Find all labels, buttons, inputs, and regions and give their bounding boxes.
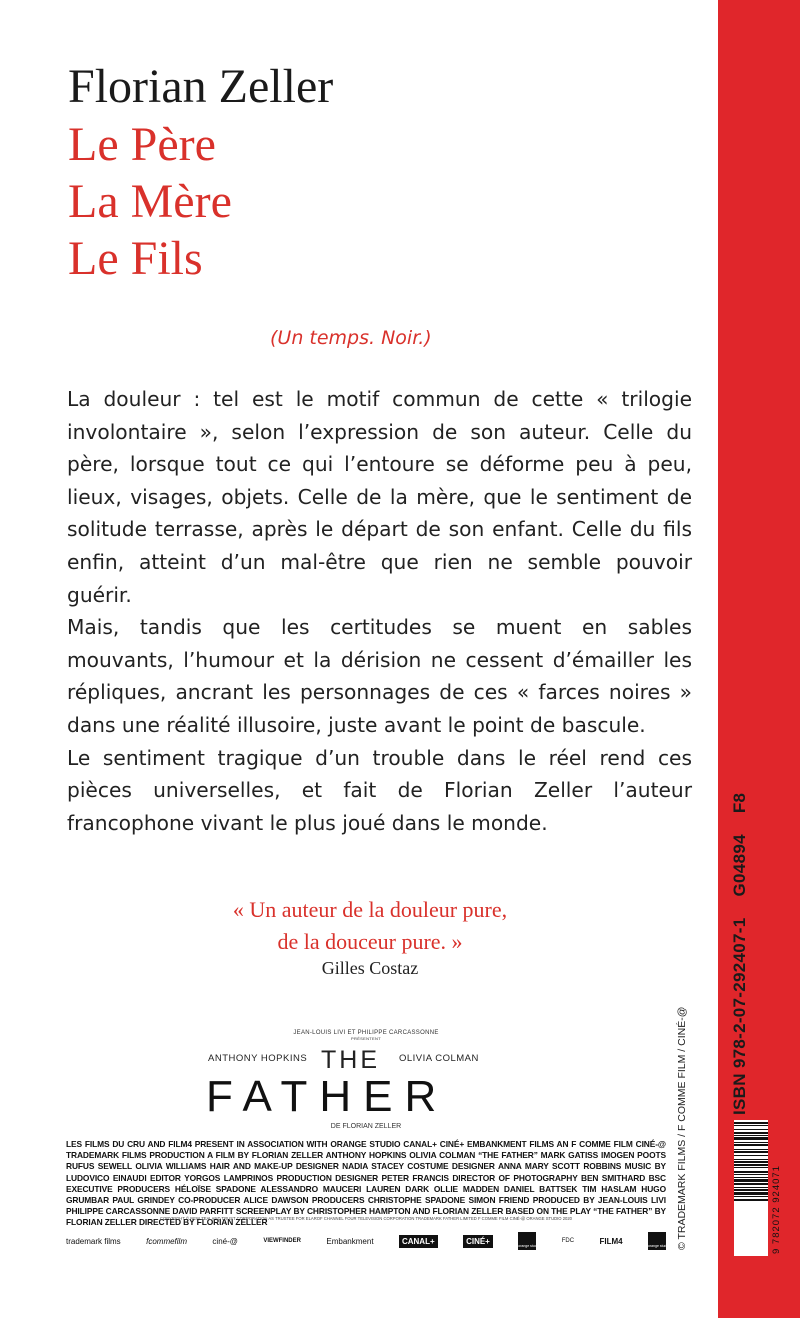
author-name: Florian Zeller	[68, 60, 334, 113]
logo-strip	[66, 1228, 670, 1254]
logo-orange-studio-2: orange studio	[648, 1232, 666, 1250]
blurb-paragraph: Le sentiment tragique d’un trouble dans le réel rend ces pièces universelles, et fait de Florian Zeller l’auteur francophone vivant le plus joué dans le monde.	[67, 745, 692, 835]
actor-left: ANTHONY HOPKINS	[208, 1053, 308, 1064]
tagline: (Un temps. Noir.)	[270, 327, 432, 349]
logo-fcommefilm: fcommefilm	[146, 1236, 187, 1246]
presents-names: JEAN-LOUIS LIVI ET PHILIPPE CARCASSONNE	[293, 1030, 439, 1036]
logo-cine-plus: CINÉ+	[463, 1235, 493, 1248]
billing-block: LES FILMS DU CRU AND FILM4 PRESENT IN ASSOCIATION WITH ORANGE STUDIO CANAL+ CINÉ+ EMBANKMENT FILMS AN F COMME FILM CINÉ-@ TRADEMARK FILMS PRODUCTION A FILM BY FLORIAN ZELLER ANTHONY HOPKINS OLIVIA COLMAN “THE FATHER” MARK GATISS IMOGEN POOTS RUFUS SEWELL OLIVIA WILLIAMS HAIR AND MAKE-UP DESIGNER NADIA STACEY COSTUME DESIGNER ANNA MARY SCOTT ROBBINS MUSIC BY LUDOVICO EINAUDI EDITOR YORGOS LAMPRINOS PRODUCTION DESIGNER PETER FRANCIS DIRECTOR OF PHOTOGRAPHY BEN SMITHARD BSC EXECUTIVE PRODUCERS HÉLOÏSE SPADONE ALESSANDRO MAUCERI LAUREN DARK OLLIE MADDEN DANIEL BATTSEK TIM HASLAM HUGO GRUMBAR PAUL GRINDEY CO-PRODUCER ALICE DAWSON PRODUCERS CHRISTOPHE SPADONE SIMON FRIEND PRODUCED BY JEAN-LOUIS LIVI PHILIPPE CARCASSONNE DAVID PARFITT SCREENPLAY BY CHRISTOPHER HAMPTON AND FLORIAN ZELLER BASED ON THE PLAY “THE FATHER” BY FLORIAN ZELLER DIRECTED BY FLORIAN ZELLER	[66, 1139, 666, 1228]
back-cover-blurb	[67, 383, 692, 839]
blurb-paragraph: La douleur : tel est le motif commun de cette « trilogie involontaire », selon l’expression de son auteur. Celle du père, lorsque tout ce qui l’entoure se déforme peu à peu, lieux, visages, objets. Celle de la mère, que le sentiment de solitude terrasse, après le départ de son enfant. Celle du fils enfin, atteint d’un mal-être que rien ne semble pouvoir guérir.	[67, 387, 692, 607]
isbn-codes	[730, 777, 750, 1115]
quote-line: de la douceur pure. »	[277, 929, 463, 954]
book-titles	[68, 116, 232, 287]
title-le-pere: Le Père	[68, 118, 216, 171]
logo-film4: FILM4	[599, 1236, 623, 1246]
logo-cine-at: ciné-@	[212, 1236, 238, 1246]
logo-viewfinder: VIEWFINDER	[263, 1238, 301, 1244]
logo-canal-plus: CANAL+	[399, 1235, 438, 1248]
barcode-digits: 9 782072 924071	[771, 1165, 782, 1254]
catalog-code: G04894	[730, 834, 749, 897]
film-title-father: FATHER	[206, 1072, 449, 1121]
isbn-number: ISBN 978-2-07-292407-1	[730, 917, 749, 1115]
poster-presents	[66, 1030, 666, 1041]
barcode	[734, 1120, 768, 1256]
poster-copyright: COPYRIGHT © NEW ZEALAND TRUST CORPORATION AS TRUSTEE FOR ELAROF CHANNEL FOUR TELEVISION CORPORATION TRADEMARK FATHER LIMITED F COMME FILM CINÉ-@ ORANGE STUDIO 2020	[159, 1216, 573, 1221]
title-le-fils: Le Fils	[68, 232, 203, 285]
actor-right: OLIVIA COLMAN	[399, 1053, 479, 1064]
title-la-mere: La Mère	[68, 175, 232, 228]
quote-author: Gilles Costaz	[321, 958, 419, 978]
quote-line: « Un auteur de la douleur pure,	[232, 897, 508, 922]
film-director-line: DE FLORIAN ZELLER	[330, 1123, 402, 1130]
press-quote	[160, 894, 580, 958]
blurb-paragraph: Mais, tandis que les certitudes se muent en sables mouvants, l’humour et la dérision ne cessent d’émailler les répliques, ancrant les personnages de ces « farces noires » dans une réalité illusoire, juste avant le point de bascule.	[67, 615, 692, 737]
logo-fdc: FDC	[561, 1238, 575, 1244]
logo-orange-studio: orange studio	[518, 1232, 536, 1250]
film-poster-block	[66, 1030, 670, 1260]
photo-credit: © TRADEMARK FILMS / F COMME FILM / CINÉ-@	[676, 1006, 688, 1250]
logo-trademark: trademark films	[66, 1236, 121, 1246]
price-code: F8	[730, 792, 749, 814]
logo-embankment: Embankment	[326, 1236, 374, 1246]
presents-sub: PRÉSENTENT	[351, 1036, 381, 1041]
film-title-the: THE	[321, 1046, 380, 1074]
